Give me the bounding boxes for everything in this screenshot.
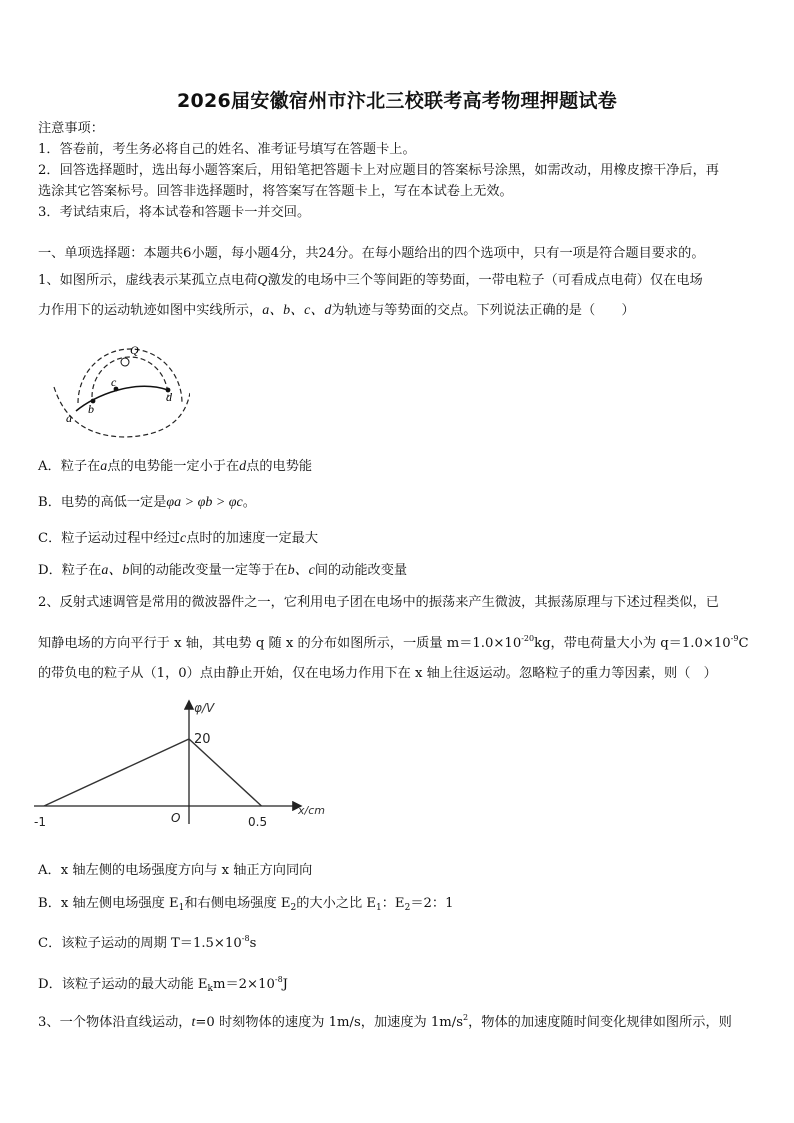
- q1-option-A: [38, 458, 762, 476]
- q1-optD-b: 间的动能改变量一定等于在: [129, 563, 288, 578]
- q2-optD-b: m＝2×10: [212, 977, 275, 992]
- q2-optB-s4: 2: [404, 903, 411, 913]
- q3-stem-line1: [38, 1009, 762, 1032]
- q2-optB-a: B．x 轴左侧电场强度 E: [38, 896, 179, 911]
- q1-optB-expr: φa > φb > φc: [166, 495, 243, 510]
- q2-optB-e: ＝2：1: [410, 896, 454, 911]
- q1-optD-var2: b、c: [287, 563, 315, 578]
- q2-option-A: A．x 轴左侧的电场强度方向与 x 轴正方向同向: [38, 863, 313, 878]
- q1-option-B: [38, 494, 762, 512]
- q2-exp-mass: -20: [521, 634, 535, 643]
- label-d: d: [166, 390, 172, 404]
- equipotential-inner: [92, 357, 168, 397]
- q1-optD-a: D．粒子在: [38, 563, 102, 578]
- q1-optC-var: c: [179, 531, 187, 546]
- q1-optA-c: 点的电势能: [246, 459, 313, 474]
- q1-optD-var1: a、b: [101, 563, 130, 578]
- q1-text-2a: 力作用下的运动轨迹如图中实线所示，: [38, 303, 263, 318]
- q3-text-b: =0 时刻物体的速度为 1m/s，加速度为 1m/s: [195, 1015, 464, 1030]
- q3-exp: 2: [463, 1013, 469, 1022]
- notice-item-1: 1．答卷前，考生务必将自己的姓名、准考证号填写在答题卡上。: [38, 142, 416, 157]
- label-b: b: [88, 402, 94, 416]
- label-Q: Q: [130, 343, 139, 357]
- q1-figure: [40, 335, 190, 440]
- x-axis-label: x/cm: [298, 804, 325, 817]
- q2-optD-a: D．该粒子运动的最大动能 E: [38, 977, 208, 992]
- q2-optD-exp: -8: [274, 975, 283, 984]
- y-axis-label: φ/V: [194, 701, 215, 715]
- q1-text-1b: 激发的电场中三个等间距的等势面，一带电粒子（可看成点电荷）仅在电场: [267, 273, 703, 288]
- x-tick-neg1: -1: [34, 815, 46, 829]
- page-title: 2026届安徽宿州市汴北三校联考高考物理押题试卷: [176, 90, 618, 112]
- q2-text-2b: kg，带电荷量大小为 q＝1.0×10: [534, 636, 731, 651]
- q2-optB-d: ：E: [381, 896, 405, 911]
- y-tick-20: 20: [194, 732, 211, 747]
- notice-item-3: 3．考试结束后，将本试卷和答题卡一并交回。: [38, 205, 311, 220]
- q1-text-1a: 1、如图所示，虚线表示某孤立点电荷: [38, 273, 258, 288]
- q1-option-C: [38, 530, 762, 548]
- q2-stem-line1: 2、反射式速调管是常用的微波器件之一，它利用电子团在电场中的振荡来产生微波，其振荡原理与下述过程类似，已: [38, 595, 719, 610]
- charge-Q-marker: [121, 358, 129, 366]
- q1-optB-b: 。: [242, 495, 256, 510]
- q2-exp-charge: -9: [730, 634, 739, 643]
- origin-label: O: [171, 811, 181, 825]
- q1-optA-b: 点的电势能一定小于在: [107, 459, 240, 474]
- q2-optC-exp: -8: [241, 934, 250, 943]
- q1-text-2b: 为轨迹与等势面的交点。下列说法正确的是（ ）: [331, 303, 635, 318]
- q2-option-D: [38, 971, 762, 998]
- q2-option-B: [38, 895, 762, 917]
- q1-option-D: [38, 562, 762, 580]
- q1-optB-a: B．电势的高低一定是: [38, 495, 167, 510]
- q2-optB-s1: 1: [178, 903, 185, 913]
- q2-optD-c: J: [282, 977, 288, 992]
- q1-optC-a: C．粒子运动过程中经过: [38, 531, 180, 546]
- q2-optB-s2: 2: [290, 903, 297, 913]
- q3-text-c: ，物体的加速度随时间变化规律如图所示，则: [468, 1015, 732, 1030]
- notice-item-2: 2．回答选择题时，选出每小题答案后，用铅笔把答题卡上对应题目的答案标号涂黑，如需改动，用橡皮擦干净后，再: [38, 163, 719, 178]
- q1-optD-c: 间的动能改变量: [314, 563, 408, 578]
- q2-stem-line2: [38, 630, 762, 653]
- q2-text-2c: C: [738, 636, 749, 651]
- q1-optC-b: 点时的加速度一定最大: [186, 531, 319, 546]
- q2-text-2a: 知静电场的方向平行于 x 轴，其电势 q 随 x 的分布如图所示，一质量 m＝1.0×10: [38, 636, 522, 651]
- q1-var-abcd: a、b、c、d: [262, 303, 332, 318]
- q1-stem-line1: [38, 272, 762, 290]
- q2-potential-chart: [34, 698, 334, 830]
- q2-optC-b: s: [249, 936, 257, 951]
- label-c: c: [111, 375, 117, 389]
- section-heading: 一、单项选择题：本题共6小题，每小题4分，共24分。在每小题给出的四个选项中，只有一项是符合题目要求的。: [38, 246, 705, 261]
- q3-var-t: t: [191, 1015, 196, 1030]
- q1-optA-a: A．粒子在: [38, 459, 101, 474]
- potential-series-line: [44, 739, 262, 806]
- q3-text-a: 3、一个物体沿直线运动，: [38, 1015, 192, 1030]
- q1-var-Q: Q: [257, 273, 268, 288]
- notice-heading: 注意事项：: [38, 121, 104, 136]
- q2-optC-a: C．该粒子运动的周期 T＝1.5×10: [38, 936, 242, 951]
- x-tick-0-5: 0.5: [248, 815, 268, 829]
- q2-optD-sub: k: [207, 984, 213, 994]
- q2-stem-line3: 的带负电的粒子从（1，0）点由静止开始，仅在电场力作用下在 x 轴上往返运动。忽略粒子的重力等因素，则（ ）: [38, 666, 717, 681]
- notice-item-2-cont: 选涂其它答案标号。回答非选择题时，将答案写在答题卡上，写在本试卷上无效。: [38, 184, 513, 199]
- q1-optA-var2: d: [239, 459, 247, 474]
- q2-option-C: [38, 930, 762, 953]
- q2-optB-s3: 1: [376, 903, 382, 913]
- q1-optA-var1: a: [100, 459, 108, 474]
- label-a: a: [66, 411, 72, 425]
- q2-optB-b: 和右侧电场强度 E: [184, 896, 291, 911]
- q1-stem-line2: [38, 302, 762, 320]
- q2-optB-c: 的大小之比 E: [296, 896, 377, 911]
